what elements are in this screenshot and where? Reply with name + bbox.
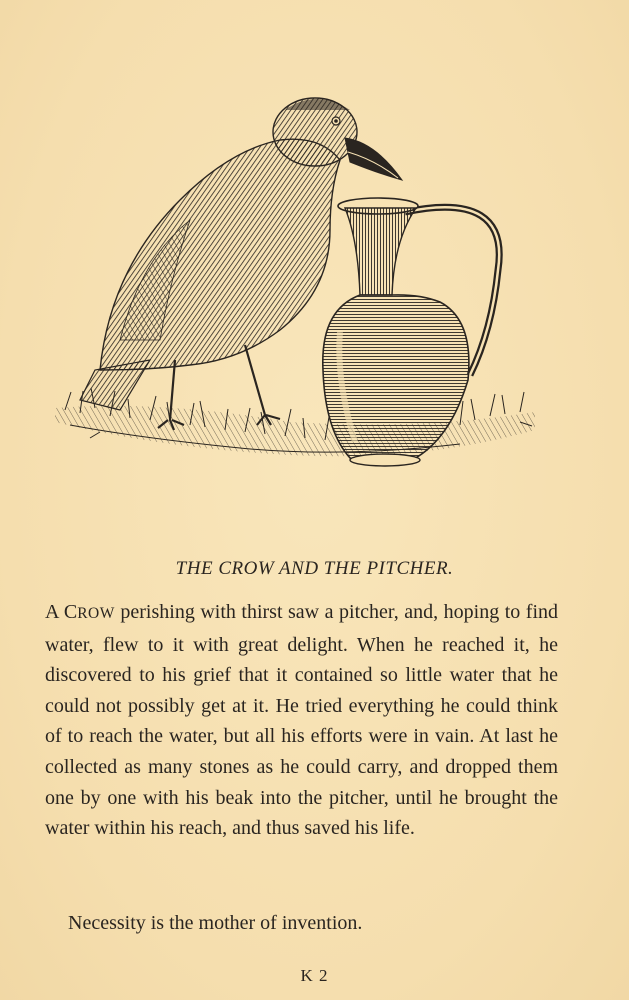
fable-body: [45, 597, 558, 844]
page-signature: K 2: [300, 966, 329, 985]
fable-lead-word: A: [45, 601, 59, 623]
crow-and-pitcher-illustration: [40, 70, 550, 490]
fable-first-word-initial: C: [63, 601, 78, 623]
fable-text: perishing with thirst saw a pitcher, and, hoping to find water, flew to it with great delight. When he reached it, he discovered to his grief that it contained so little water that he could not possibly get at it. He tried everything he could think of to reach the water, but all his efforts were in vain. At last he collected as many stones as he could carry, and dropped them one by one with his beak into the pitcher, until he brought the water within his reach, and thus saved his life.: [45, 601, 558, 840]
fable-first-word-rest: ROW: [77, 605, 115, 622]
fable-moral: Necessity is the mother of invention.: [68, 912, 363, 934]
fable-title: THE CROW AND THE PITCHER.: [175, 558, 454, 579]
